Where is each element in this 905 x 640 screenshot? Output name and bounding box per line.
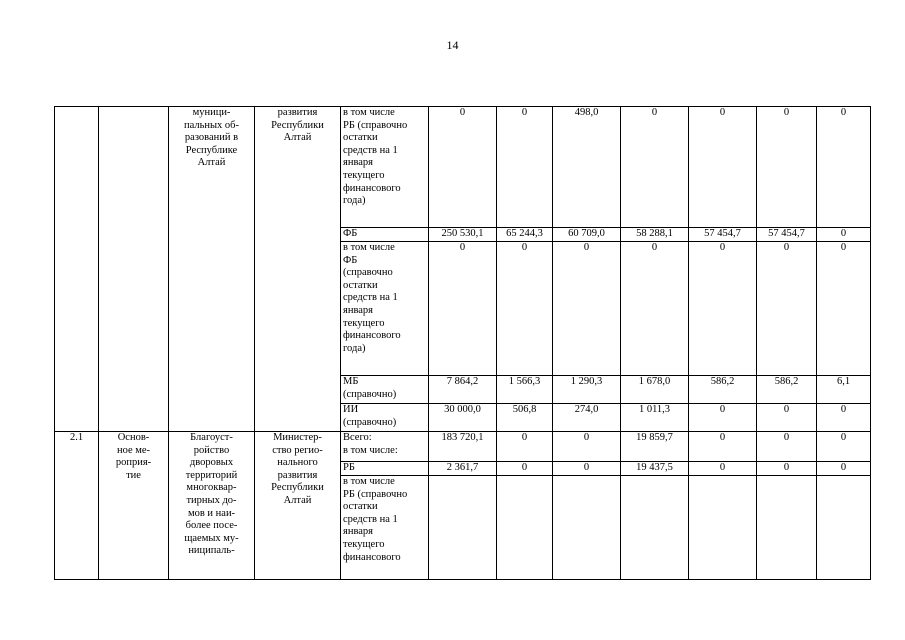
value-cell: 0 — [621, 242, 689, 376]
value-cell — [553, 476, 621, 580]
source-cell: ФБ — [341, 228, 429, 242]
table-row — [55, 432, 871, 462]
value-cell: 1 566,3 — [497, 376, 553, 404]
value-cell: 1 290,3 — [553, 376, 621, 404]
value-cell: 0 — [689, 107, 757, 228]
value-cell — [817, 476, 871, 580]
value-cell: 0 — [689, 462, 757, 476]
value-cell: 7 864,2 — [429, 376, 497, 404]
value-cell: 0 — [689, 404, 757, 432]
source-cell: МБ (справочно) — [341, 376, 429, 404]
value-cell: 0 — [817, 462, 871, 476]
value-cell: 1 678,0 — [621, 376, 689, 404]
item-number-cell: 2.1 — [55, 432, 99, 580]
value-cell: 0 — [757, 242, 817, 376]
value-cell: 0 — [429, 107, 497, 228]
value-cell: 0 — [757, 462, 817, 476]
value-cell: 498,0 — [553, 107, 621, 228]
value-cell — [621, 476, 689, 580]
value-cell: 65 244,3 — [497, 228, 553, 242]
value-cell — [689, 476, 757, 580]
item-type-cell: Основ- ное ме- роприя- тие — [99, 432, 169, 580]
source-cell: РБ — [341, 462, 429, 476]
value-cell: 0 — [817, 432, 871, 462]
value-cell: 0 — [497, 107, 553, 228]
value-cell: 58 288,1 — [621, 228, 689, 242]
value-cell: 586,2 — [689, 376, 757, 404]
value-cell: 0 — [497, 432, 553, 462]
source-cell: в том числе РБ (справочно остатки средств на 1 января текущего финансового — [341, 476, 429, 580]
item-executor-cell: Министер- ство регио- нального развития Республики Алтай — [255, 432, 341, 580]
value-cell: 0 — [757, 107, 817, 228]
value-cell: 0 — [553, 242, 621, 376]
value-cell: 0 — [497, 462, 553, 476]
value-cell: 60 709,0 — [553, 228, 621, 242]
source-cell: в том числе РБ (справочно остатки средств на 1 января текущего финансового года) — [341, 107, 429, 228]
value-cell: 0 — [757, 404, 817, 432]
value-cell: 6,1 — [817, 376, 871, 404]
source-cell: Всего: в том числе: — [341, 432, 429, 462]
value-cell: 0 — [621, 107, 689, 228]
value-cell: 586,2 — [757, 376, 817, 404]
value-cell: 30 000,0 — [429, 404, 497, 432]
value-cell: 183 720,1 — [429, 432, 497, 462]
source-cell: ИИ (справочно) — [341, 404, 429, 432]
value-cell: 0 — [817, 404, 871, 432]
value-cell: 2 361,7 — [429, 462, 497, 476]
value-cell: 250 530,1 — [429, 228, 497, 242]
type-cell — [99, 107, 169, 432]
value-cell: 0 — [429, 242, 497, 376]
value-cell: 19 437,5 — [621, 462, 689, 476]
value-cell: 0 — [817, 107, 871, 228]
executor-cell: развития Республики Алтай — [255, 107, 341, 432]
number-cell — [55, 107, 99, 432]
value-cell: 1 011,3 — [621, 404, 689, 432]
value-cell: 274,0 — [553, 404, 621, 432]
value-cell: 0 — [497, 242, 553, 376]
value-cell: 57 454,7 — [689, 228, 757, 242]
value-cell: 0 — [817, 228, 871, 242]
source-cell: в том числе ФБ (справочно остатки средств на 1 января текущего финансового года) — [341, 242, 429, 376]
value-cell — [757, 476, 817, 580]
value-cell: 506,8 — [497, 404, 553, 432]
table-row — [55, 107, 871, 228]
value-cell: 0 — [817, 242, 871, 376]
value-cell: 0 — [689, 432, 757, 462]
value-cell: 0 — [553, 432, 621, 462]
value-cell: 0 — [689, 242, 757, 376]
value-cell: 19 859,7 — [621, 432, 689, 462]
description-cell: муници- пальных об- разований в Республике Алтай — [169, 107, 255, 432]
page-number: 14 — [446, 38, 459, 52]
value-cell: 0 — [757, 432, 817, 462]
budget-table — [54, 106, 871, 580]
value-cell: 0 — [553, 462, 621, 476]
value-cell — [497, 476, 553, 580]
value-cell: 57 454,7 — [757, 228, 817, 242]
value-cell — [429, 476, 497, 580]
item-description-cell: Благоуст- ройство дворовых территорий многоквар- тирных до- мов и наи- более посе- щаемых му- ниципаль- — [169, 432, 255, 580]
